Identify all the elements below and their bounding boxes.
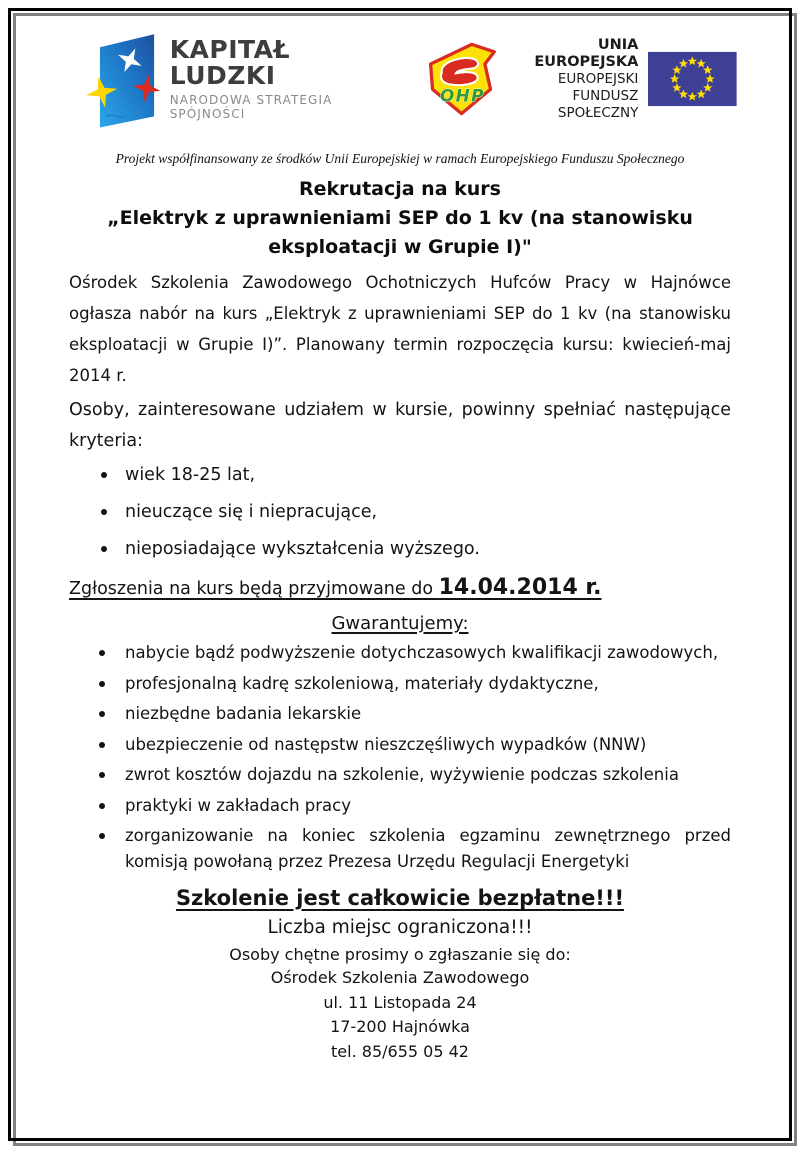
eu-text-line1: UNIA EUROPEJSKA [534, 36, 639, 70]
title-line-1: Rekrutacja na kurs [299, 178, 501, 200]
list-item: nabycie bądź podwyższenie dotychczasowych kwalifikacji zawodowych, [69, 640, 731, 666]
funding-note: Projekt współfinansowany ze środków Unii Europejskiej w ramach Europejskiego Funduszu Społecznego [115, 151, 685, 166]
list-item: profesjonalną kadrę szkoleniową, materiały dydaktyczne, [69, 671, 731, 697]
guarantees-heading: Gwarantujemy: [331, 613, 469, 634]
ohp-logo-label: OHP [439, 85, 485, 106]
title-line-3: eksploatacji w Grupie I)" [268, 236, 532, 258]
list-item: praktyki w zakładach pracy [69, 793, 731, 819]
eu-logo-group [498, 37, 737, 122]
org-name: Ośrodek Szkolenia Zawodowego [270, 968, 530, 987]
org-street: ul. 11 Listopada 24 [323, 992, 477, 1012]
ohp-logo-icon [425, 39, 498, 119]
list-item: ubezpieczenie od następstw nieszczęśliwych wypadków (NNW) [69, 732, 731, 758]
free-training-line: Szkolenie jest całkowicie bezpłatne!!! [175, 886, 625, 910]
flyer-page [11, 11, 789, 1138]
logo-header [85, 27, 737, 131]
list-item: zorganizowanie na koniec szkolenia egzaminu zewnętrznego przed komisją powołaną przez Prezesa Urzędu Regulacji Energetyki [69, 823, 731, 874]
kapital-ludzki-subtitle: NARODOWA STRATEGIA SPÓJNOŚCI [169, 93, 333, 121]
eu-text-line3: FUNDUSZ SPOŁECZNY [557, 87, 639, 121]
apply-line: Osoby chętne prosimy o zgłaszanie się do: [229, 945, 571, 964]
eu-flag-icon [648, 50, 737, 108]
eu-text-line2: EUROPEJSKI [557, 70, 639, 87]
closing-block [69, 886, 731, 1064]
org-city: 17-200 Hajnówka [330, 1017, 470, 1036]
deadline-date: 14.04.2014 r. [438, 575, 602, 600]
title-line-2: „Elektryk z uprawnieniami SEP do 1 kv (na stanowisku [107, 207, 693, 229]
page-title [69, 175, 731, 262]
list-item: nieposiadające wykształcenia wyższego. [69, 536, 731, 562]
limited-places-line: Liczba miejsc ograniczona!!! [267, 917, 533, 938]
kapital-ludzki-logo [85, 27, 397, 131]
guarantees-list [69, 640, 731, 874]
kapital-ludzki-flag-icon [85, 27, 160, 131]
list-item: zwrot kosztów dojazdu na szkolenie, wyżywienie podczas szkolenia [69, 762, 731, 788]
list-item: nieuczące się i niepracujące, [69, 499, 731, 525]
deadline-text: Zgłoszenia na kurs będą przyjmowane do [69, 579, 439, 599]
criteria-list [69, 462, 731, 562]
list-item: wiek 18-25 lat, [69, 462, 731, 488]
criteria-intro: Osoby, zainteresowane udziałem w kursie, powinny spełniać następujące kryteria: [69, 400, 731, 451]
kapital-ludzki-title: KAPITAŁ LUDZKI [169, 35, 291, 90]
intro-paragraph: Ośrodek Szkolenia Zawodowego Ochotniczych Hufców Pracy w Hajnówce ogłasza nabór na kurs „Elektryk z uprawnieniami SEP do 1 kv (na stanowisku eksploatacji w Grupie I)”. Planowany termin rozpoczęcia kursu: kwiecień-maj 2014 r. [69, 273, 731, 385]
list-item: niezbędne badania lekarskie [69, 701, 731, 727]
deadline-line [69, 573, 731, 604]
org-phone: tel. 85/655 05 42 [331, 1041, 469, 1061]
